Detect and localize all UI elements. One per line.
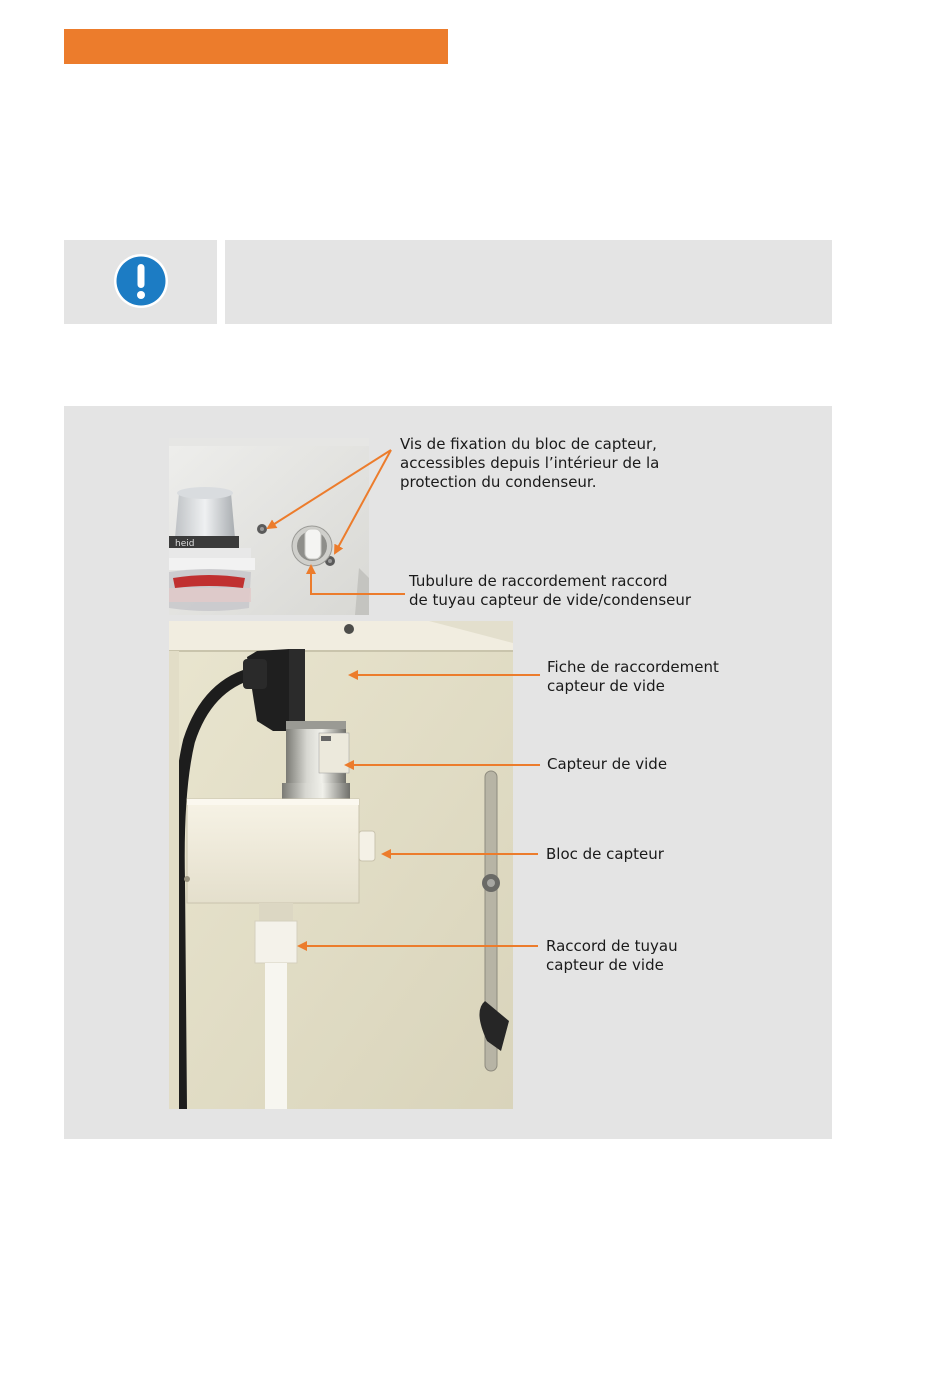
notice-icon-cell: [64, 240, 217, 324]
label-vacuum-sensor: Capteur de vide: [547, 755, 668, 773]
section-header-bar: [64, 29, 448, 64]
label-connector-plug: Fiche de raccordement capteur de vide: [547, 658, 719, 695]
label-connection-tube: Tubulure de raccordement raccord de tuyau capteur de vide/condenseur: [409, 572, 692, 609]
condenser-photo: [169, 438, 369, 615]
svg-text:heid: heid: [175, 539, 195, 549]
label-sensor-block: Bloc de capteur: [546, 845, 664, 863]
label-hose-connector: Raccord de tuyau capteur de vide: [546, 937, 678, 974]
label-fixing-screws: Vis de fixation du bloc de capteur, accessibles depuis l’intérieur de la protection du condenseur.: [400, 435, 660, 491]
notice-text-cell: [225, 240, 832, 324]
exclamation-icon: [113, 253, 169, 309]
vacuum-sensor-photo: [169, 621, 513, 1109]
